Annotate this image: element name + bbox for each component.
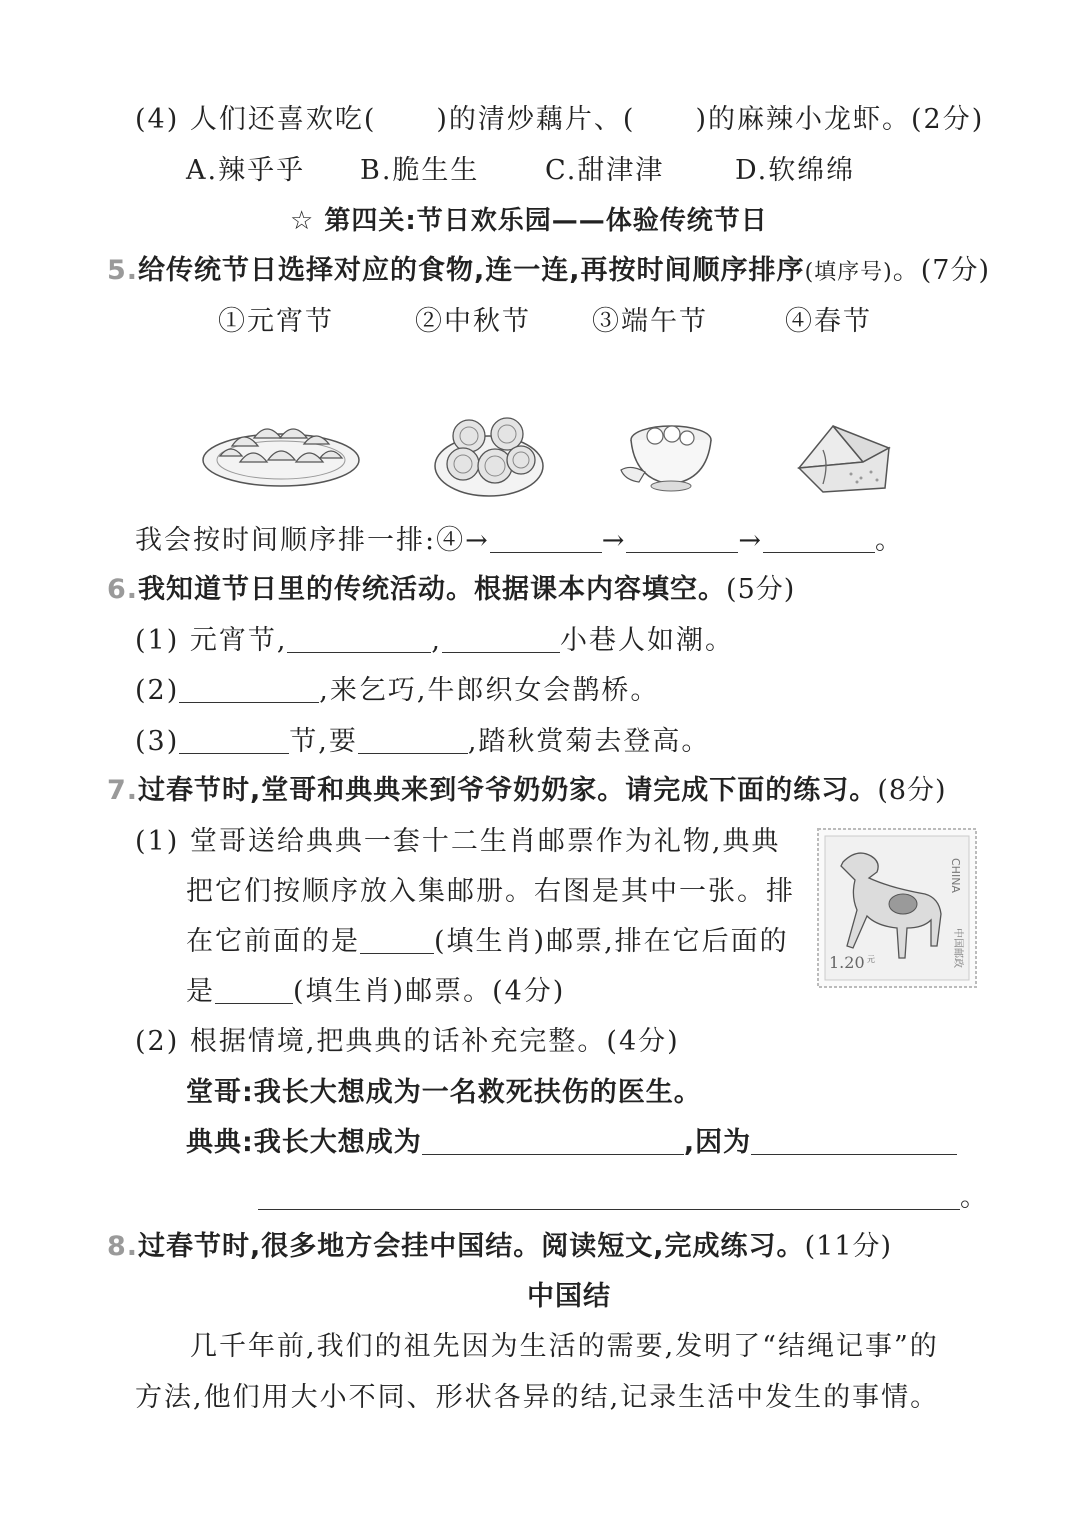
passage-title: 中国结 — [527, 1281, 611, 1312]
festival-1: ①元宵节 — [218, 306, 334, 337]
q6-blank-3b[interactable] — [358, 723, 468, 754]
q6-blank-1a[interactable] — [287, 622, 431, 653]
q7-p1-line2: 把它们按顺序放入集邮册。右图是其中一张。排 — [186, 876, 795, 907]
festival-4: ④春节 — [785, 306, 872, 337]
passage-line-1: 几千年前,我们的祖先因为生活的需要,发明了“结绳记事”的 — [190, 1331, 939, 1362]
order-blank-2[interactable] — [626, 522, 738, 553]
stamp-unit: 元 — [867, 955, 875, 964]
order-blank-3[interactable] — [763, 522, 875, 553]
tangyuan-bowl-image[interactable] — [617, 410, 717, 494]
q7-continuation-line: 。 — [258, 1178, 989, 1218]
q6-item-3: (3) 节,要 ,踏秋赏菊去登高。 — [135, 722, 710, 762]
zongzi-image[interactable] — [793, 418, 893, 496]
option-b: B.脆生生 — [360, 155, 480, 186]
order-blank-1[interactable] — [490, 522, 602, 553]
q5-prompt: 5.给传统节日选择对应的食物,连一连,再按时间顺序排序(填序号)。(7分) — [107, 255, 990, 286]
q7-diandian-line: 典典:我长大想成为 ,因为 — [186, 1123, 957, 1163]
q7-blank-reason-2[interactable] — [258, 1179, 960, 1210]
mooncakes-plate-image[interactable] — [433, 408, 545, 500]
q7-cousin-line: 堂哥:我长大想成为一名救死扶伤的医生。 — [186, 1077, 702, 1108]
q7-p1-line3: 在它前面的是 (填生肖)邮票,排在它后面的 — [186, 922, 789, 962]
q7-blank-before[interactable] — [360, 923, 434, 954]
q7-blank-job[interactable] — [422, 1124, 684, 1155]
q6-blank-1b[interactable] — [442, 622, 560, 653]
option-d: D.软绵绵 — [735, 155, 856, 186]
order-line: 我会按时间顺序排一排:④→ → → 。 — [135, 521, 904, 561]
q6-item-1: (1) 元宵节, , 小巷人如潮。 — [135, 621, 734, 661]
q6-blank-3a[interactable] — [179, 723, 289, 754]
q6-prompt: 6.我知道节日里的传统活动。根据课本内容填空。(5分) — [107, 574, 796, 605]
stamp-value: 1.20 — [829, 953, 865, 972]
q7-p2-title: (2) 根据情境,把典典的话补充完整。(4分) — [135, 1026, 680, 1057]
section-title: ☆ 第四关:节日欢乐园——体验传统节日 — [290, 206, 768, 236]
stamp-country: CHINA — [949, 858, 962, 893]
q7-prompt: 7.过春节时,堂哥和典典来到爷爷奶奶家。请完成下面的练习。(8分) — [107, 775, 947, 806]
q6-blank-2[interactable] — [179, 672, 319, 703]
dumplings-plate-image[interactable] — [200, 408, 362, 490]
q7-blank-after[interactable] — [215, 973, 293, 1004]
festival-3: ③端午节 — [592, 306, 708, 337]
q7-blank-reason-1[interactable] — [751, 1124, 957, 1155]
q7-p1-line1: (1) 堂哥送给典典一套十二生肖邮票作为礼物,典典 — [135, 826, 781, 857]
option-a: A.辣乎乎 — [186, 155, 306, 186]
q6-item-2: (2) ,来乞巧,牛郎织女会鹊桥。 — [135, 671, 659, 711]
stamp-post: 中国邮政 — [952, 928, 963, 968]
passage-line-2: 方法,他们用大小不同、形状各异的结,记录生活中发生的事情。 — [135, 1382, 940, 1413]
q8-prompt: 8.过春节时,很多地方会挂中国结。阅读短文,完成练习。(11分) — [107, 1231, 892, 1262]
horse-stamp-image[interactable] — [817, 828, 977, 988]
q7-p1-line4: 是 (填生肖)邮票。(4分) — [186, 972, 565, 1012]
option-c: C.甜津津 — [545, 155, 665, 186]
q4-sub-question: (4) 人们还喜欢吃( )的清炒藕片、( )的麻辣小龙虾。(2分) — [135, 104, 985, 135]
festival-2: ②中秋节 — [415, 306, 531, 337]
